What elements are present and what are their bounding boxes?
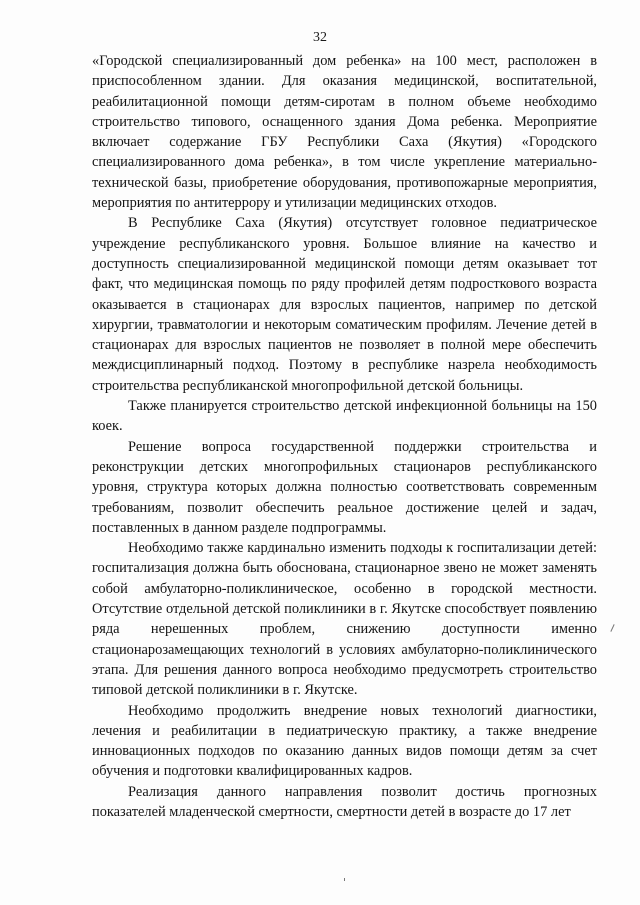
- document-body: [92, 51, 597, 822]
- scan-mark: [610, 624, 614, 632]
- paragraph-4: Решение вопроса государственной поддержки строительства и реконструкции детских многопрофильных стационаров республиканского уровня, структура которых должна полностью соответствовать современным требованиям, позволит обеспечить реальное достижение целей и задач, поставленных в данном разделе подпрограммы.: [92, 438, 597, 536]
- paragraph-1: «Городской специализированный дом ребенка» на 100 мест, расположен в приспособленном здании. Для оказания медицинской, воспитательной, реабилитационной помощи детям-сиротам в полном объеме необходимо строительство типового, оснащенного здания Дома ребенка. Мероприятие включает содержание ГБУ Республики Саха (Якутия) «Городского специализированного дома ребенка», в том числе укрепление материально-технической базы, приобретение оборудования, противопожарные мероприятия, мероприятия по антитеррору и утилизации медицинских отходов.: [92, 53, 597, 212]
- paragraph-7: Реализация данного направления позволит достичь прогнозных показателей младенческой смертности, смертности детей в возрасте до 17 лет: [92, 783, 597, 820]
- paragraph-5: Необходимо также кардинально изменить подходы к госпитализации детей: госпитализация должна быть обоснована, стационарное звено не может заменять собой амбулаторно-поликлиническое, особенно в городской местности. Отсутствие отдельной детской поликлиники в г. Якутске способствует появлению ряда нерешенных проблем, снижению доступности именно стационарозамещающих технологий в условиях амбулаторно-поликлинического этапа. Для решения данного вопроса необходимо предусмотреть строительство типовой детской поликлиники в г. Якутске.: [92, 540, 597, 699]
- paragraph-6: Необходимо продолжить внедрение новых технологий диагностики, лечения и реабилитации в педиатрическую практику, а также внедрение инновационных подходов по оказанию данных видов помощи детям за счет обучения и подготовки квалифицированных кадров.: [92, 702, 597, 780]
- paragraph-2: В Республике Саха (Якутия) отсутствует головное педиатрическое учреждение республиканского уровня. Большое влияние на качество и доступность специализированной медицинской помощи детям оказывает тот факт, что медицинская помощь по ряду профилей детям подросткового возраста оказывается в стационарах для взрослых пациентов, например по детской хирургии, травматологии и некоторым соматическим профилям. Лечение детей в стационарах для взрослых пациентов не позволяет в полной мере обеспечить междисциплинарный подход. Поэтому в республике назрела необходимость строительства республиканской многопрофильной детской больницы.: [92, 215, 597, 394]
- scan-mark: [344, 878, 345, 881]
- paragraph-3: Также планируется строительство детской инфекционной больницы на 150 коек.: [92, 398, 597, 435]
- page-number: 32: [313, 30, 327, 45]
